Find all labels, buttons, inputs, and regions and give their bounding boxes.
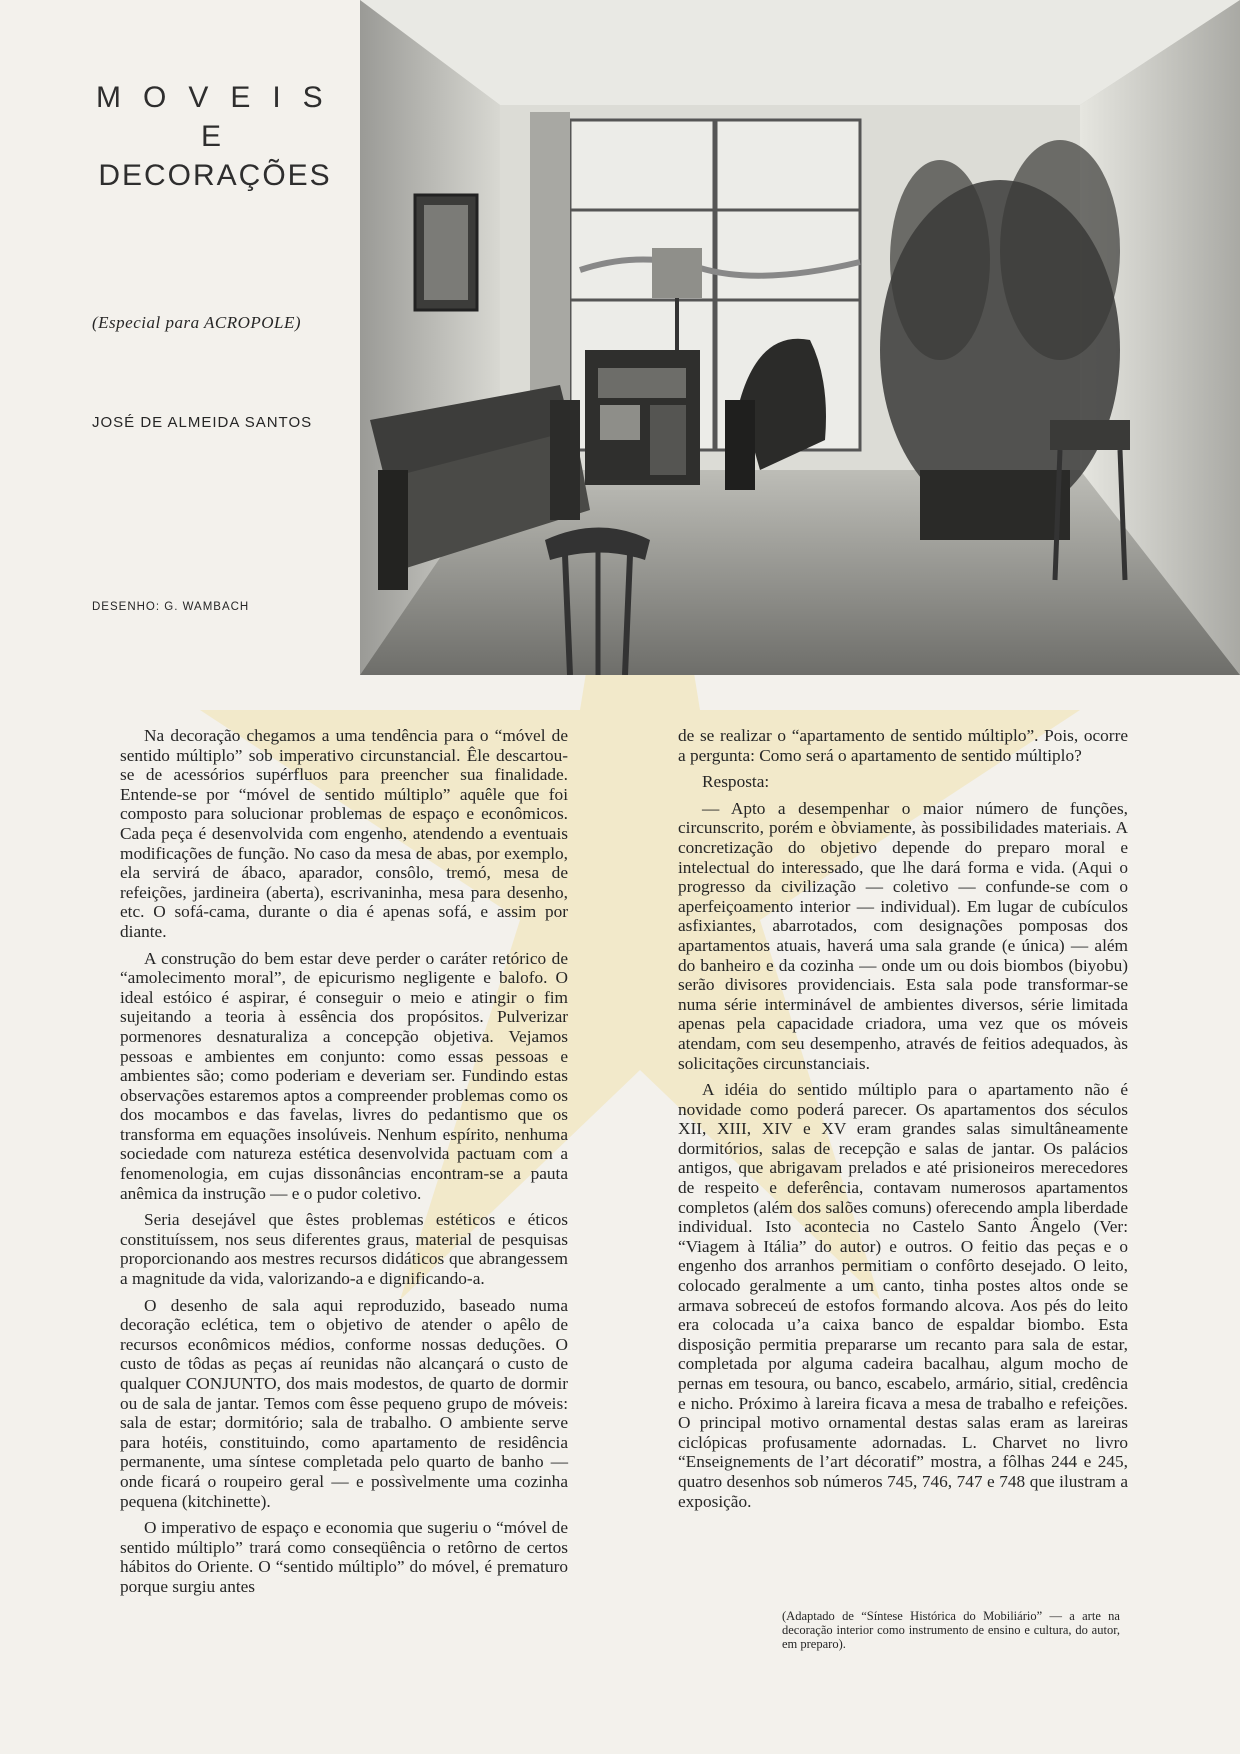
title-line-3: DECORAÇÕES [98, 159, 332, 192]
paragraph: Resposta: [702, 772, 770, 792]
source-note: (Adaptado de “Síntese Histórica do Mobiliário” — a arte na decoração interior como instrumento de ensino e cultura, do autor, em preparo). [782, 1609, 1120, 1651]
author-name: JOSÉ DE ALMEIDA SANTOS [92, 414, 313, 431]
subtitle: (Especial para ACROPOLE) [92, 313, 302, 332]
paragraph: A construção do bem estar deve perder o caráter retórico de “amolecimento moral”, de epicurismo negligente e balofo. O ideal estóico é aspirar, é conseguir o meio e atingir o fim sujeitando a teoria à essência dos propósitos. Pulverizar pormenores desnaturaliza a concepção objetiva. Vejamos pessoas e ambientes em conjunto: como essas pessoas e ambientes são; como poderiam e deveriam ser. Fundindo estas observações estaremos aptos a compreender problemas como os dos mocambos e das favelas, livres do pedantismo que os transforma em equações insolúveis. Nenhum espírito, nenhuma sociedade com natureza estética desenvolvida pactuam com a fenomenologia, em cujas dissonâncias encontram-se a pauta anêmica da instrução — e o pudor coletivo. [120, 948, 568, 1203]
drawing-credit: DESENHO: G. WAMBACH [92, 601, 250, 613]
paragraph: A idéia do sentido múltiplo para o apartamento não é novidade como poderá parecer. Os apartamentos dos séculos XII, XIII, XIV e XV eram grandes salas simultâneamente dormitórios, salas de recepção e salas de jantar. Os palácios antigos, que abrigavam prelados e até prisioneiros merecedores de respeito e deferência, contavam numerosos apartamentos completos (além dos salões comuns) oferecendo ampla liberdade individual. Isto acontecia no Castelo Santo Ângelo (Ver: “Viagem à Itália” do autor) e outros. O feitio das peças e o engenho dos arranhos permitiam o confôrto desejado. O leito, colocado geralmente a um canto, tinha postes altos onde se armava sobreceú de estofos formando alcova. Aos pés do leito era colocada u’a caixa banco de espaldar biombo. Esta disposição permitia prepararse um recanto para sala de estar, completada por alguma cadeira bacalhau, algum mocho de pernas em tesoura, ou banco, escabelo, armário, sitial, credência e nicho. Próximo à lareira ficava a mesa de trabalho e refeições. O principal motivo ornamental destas salas eram as lareiras ciclópicas profusamente adornadas. L. Charvet no livro “Enseignements de l’art décoratif” mostra, a fôlhas 244 e 245, quatro desenhos sob números 745, 746, 747 e 748 que ilustram a exposição. [678, 1080, 1128, 1511]
text-column-right [678, 726, 1128, 1518]
paragraph: — Apto a desempenhar o maior número de funções, circunscrito, porém e òbviamente, às possibilidades materiais. A concretização do objetivo depende do preparo moral e intelectual do interessado, que lhe dará forma e vida. (Aqui o progresso da civilização — coletivo — confunde-se com o aperfeiçoamento interior — individual). Em lugar de cubículos asfixiantes, abarrotados, com designações pomposas dos apartamentos atuais, haverá uma sala grande (e única) — além do banheiro e da cozinha — onde um ou dois biombos (biyobu) serão divisores providenciais. Esta sala pode transformar-se numa série interminável de ambientes diversos, série limitada apenas pela capacidade criadora, uma vez que os móveis atendam, com seu desempenho, através de feitios adequados, às solicitações circunstanciais. [678, 798, 1128, 1073]
room-illustration [360, 0, 1240, 675]
paragraph: de se realizar o “apartamento de sentido múltiplo”. Pois, ocorre a pergunta: Como será o apartamento de sentido múltiplo? [678, 726, 1128, 765]
paragraph: Na decoração chegamos a uma tendência para o “móvel de sentido múltiplo” sob imperativo circunstancial. Êle descartou-se de acessórios supérfluos para preencher sua finalidade. Entende-se por “móvel de sentido múltiplo” aquêle que foi composto para solucionar problemas de espaço e econômicos. Cada peça é desenvolvida com engenho, atendendo a eventuais modificações de função. No caso da mesa de abas, por exemplo, ela servirá de ábaco, aparador, consôlo, tremó, mesa de refeições, jardineira (aberta), escrivaninha, mesa para desenho, etc. O sofá-cama, durante o dia é apenas sofá, e assim por diante. [120, 726, 568, 941]
text-column-left [120, 726, 568, 1604]
title-line-1: MOVEIS [96, 81, 345, 114]
paragraph: Seria desejável que êstes problemas estéticos e éticos constituíssem, nos seus diferentes graus, material de pesquisas proporcionando aos mestres recursos didáticos que abrangessem a magnitude da vida, valorizando-a e dignificando-a. [120, 1210, 568, 1289]
paragraph: O imperativo de espaço e economia que sugeriu o “móvel de sentido múltiplo” trará como conseqüência o retôrno de certos hábitos do Oriente. O “sentido múltiplo” do móvel, é prematuro porque surgiu antes [120, 1518, 568, 1596]
paragraph: O desenho de sala aqui reproduzido, baseado numa decoração eclética, tem o objetivo de atender o apêlo de recursos econômicos médios, conforme nossas deduções. O custo de tôdas as peças aí reunidas não alcançará o custo de qualquer CONJUNTO, dos mais modestos, de quarto de dormir ou de sala de jantar. Temos com êsse pequeno grupo de móveis: sala de estar; dormitório; sala de trabalho. O ambiente serve para hotéis, constituindo, como apartamento de residência permanente, uma síntese completada pelo quarto de banho — onde ficará o roupeiro geral — e possìvelmente uma cozinha pequena (kitchinette). [120, 1295, 568, 1511]
title-line-2: E [200, 120, 229, 153]
article-title [90, 78, 345, 195]
